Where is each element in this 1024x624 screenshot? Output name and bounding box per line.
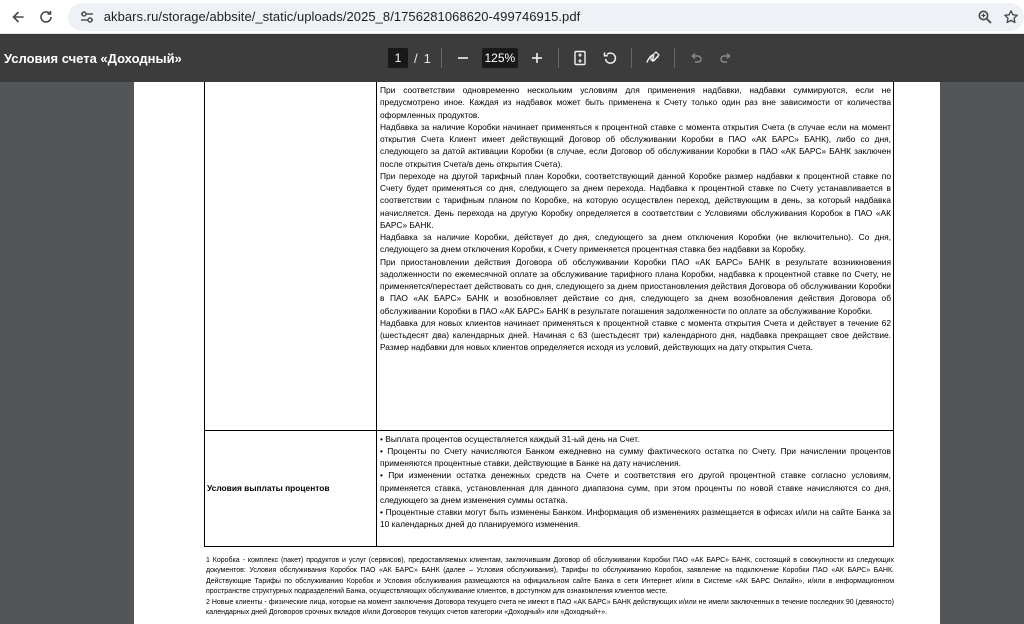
- page-total: 1: [423, 50, 431, 66]
- footnote: 1 Коробка - комплекс (пакет) продуктов и услуг (сервисов), предоставляемых клиентам, заключившим Договор об обслуживании Коробки ПАО «АК БАРС» БАНК, состоящий в совокупности из следующих документов: Условия обслуживания Коробок ПАО «АК БАРС» БАНК (далее – Условия обслуживания), Тарифы по обслуживанию Коробок, заявление на подключение Коробки ПАО «АК БАРС» БАНК. Действующие Тарифы по обслуживанию Коробок и Условия обслуживания размещаются на официальном сайте Банка в сети Интернет и/или в Системе «АК БАРС Онлайн», и/или в информационном пространстве структурных подразделений Банка, осуществляющих обслуживание клиентов, в доступном для ознакомления клиентов месте.: [206, 557, 894, 596]
- paragraph: При переходе на другой тарифный план Коробки, соответствующий данной Коробке размер надбавки к процентной ставке по Счету будет применяться со дня, следующего за днем перехода. Надбавка к процентной ставке по Счету устанавливается в соответствии с тарифным планом по Коробке, на которую осуществлен переход, действующим в день, за который надбавка начисляется. День перехода на другую Коробку определяется в соответствии с Условиями обслуживания Коробок в ПАО «АК БАРС» БАНК.: [380, 170, 891, 230]
- url-text[interactable]: akbars.ru/storage/abbsite/_static/uploads/2025_8/1756281068620-499746915.pdf: [103, 9, 581, 24]
- pen-icon: [645, 50, 661, 66]
- paragraph: Надбавка за наличие Коробки, действует до дня, следующего за днем отключения Коробки (не включительно). Со дня, следующего за днем отключения Коробки, к Счету применяется процентная ставка без надбавки за Коробку.: [380, 232, 891, 255]
- zoom-in-button[interactable]: [526, 47, 548, 69]
- undo-button[interactable]: [685, 47, 707, 69]
- reload-icon: [38, 9, 54, 25]
- list-item: • Процентные ставки могут быть изменены Банком. Информация об изменениях размещается в офисах и/или на сайте Банка за 10 календарных дней до планируемого изменения.: [380, 507, 891, 530]
- table-row: [205, 430, 894, 546]
- minus-icon: [456, 51, 470, 65]
- pdf-viewer[interactable]: [0, 82, 1024, 624]
- zoom-indicator-button[interactable]: [972, 4, 998, 30]
- paragraph: При соответствии одновременно нескольким условиям для применения надбавки, надбавки суммируются, если не предусмотрено иное. Каждая из надбавок может быть применена к Счету только один раз вне зависимости от количества оформленных продуктов.: [380, 85, 891, 120]
- table-row: [205, 82, 894, 430]
- list-item: • Выплата процентов осуществляется каждый 31-ый день на Счет.: [380, 433, 640, 444]
- fit-to-page-button[interactable]: [569, 47, 591, 69]
- redo-button[interactable]: [715, 47, 737, 69]
- fit-page-icon: [573, 50, 587, 66]
- omnibox[interactable]: [68, 3, 1024, 31]
- star-icon: [1003, 9, 1019, 25]
- pdf-page: [134, 82, 940, 624]
- arrow-left-icon: [10, 9, 26, 25]
- rotate-button[interactable]: [599, 47, 621, 69]
- paragraph: При приостановлении действия Договора об обслуживании Коробки ПАО «АК БАРС» БАНК в результате возникновения задолженности по ежемесячной оплате за обслуживание тарифного плана Коробки, надбавка к процентной ставке по Счету, не применяется/перестает действовать со дня, следующего за днем приостановления действия Договора об обслуживании Коробки в ПАО «АК БАРС» БАНК и возобновляет действие со дня, следующего за днем возобновления действия Договора об обслуживании Коробки в ПАО «АК БАРС» БАНК в результате погашения задолженности по оплате за обслуживание Коробки.: [380, 256, 891, 316]
- pdf-toolbar: [0, 34, 1024, 82]
- footnote: 2 Новые клиенты - физические лица, которые на момент заключения Договора текущего счета не имеют в ПАО «АК БАРС» БАНК действующих и/или не имели заключенных в течение последних 90 (девяносто) календарных дней Договоров срочных вкладов и/или Договоров текущих счетов категории «Доходный» или «Доходный+».: [206, 598, 894, 617]
- toolbar-center-controls: [388, 47, 737, 69]
- zoom-level-input[interactable]: 125%: [482, 48, 518, 68]
- site-info-button[interactable]: [76, 6, 98, 28]
- page-number-input[interactable]: 1: [388, 48, 408, 68]
- toolbar-divider: [558, 48, 559, 68]
- list-item: • При изменении остатка денежных средств на Счете и соответствия его другой процентной ставке согласно условиям, применяется ставка, установленная для данного диапазона сумм, при этом проценты по новой ставке начисляются со дня, следующего за днем изменения суммы остатка.: [380, 470, 891, 505]
- paragraph: Надбавка за наличие Коробки начинает применяться к процентной ставке с момента открытия Счета (в случае если на момент открытия Счета Клиент имеет действующий Договор об обслуживании Коробки в ПАО «АК БАРС» БАНК), либо со дня, следующего за датой активации Коробки (в случае, если Договор об обслуживании Коробки в ПАО «АК БАРС» БАНК заключен после открытия Счета/в день открытия Счета).: [380, 121, 891, 169]
- toolbar-divider: [631, 48, 632, 68]
- browser-address-bar: [0, 0, 1024, 34]
- table-cell-content: [377, 430, 894, 546]
- annotate-button[interactable]: [642, 47, 664, 69]
- paragraph: Надбавка для новых клиентов начинает применяться к процентной ставке с момента открытия Счета и действует в течение 62 (шестьдесят два) календарных дней. Начиная с 63 (шестьдесят три) календарного дня, надбавка прекращает свое действие. Размер надбавки для новых клиентов определяется исходя из условий, действующих на дату открытия Счета.: [380, 317, 891, 353]
- footnotes: [206, 556, 894, 618]
- toolbar-divider: [674, 48, 675, 68]
- table-cell-label: Условия выплаты процентов: [205, 430, 377, 546]
- back-button[interactable]: [4, 3, 32, 31]
- conditions-table: [204, 82, 894, 547]
- toolbar-divider: [441, 48, 442, 68]
- table-cell-label: [205, 82, 377, 430]
- magnifier-icon: [977, 9, 993, 25]
- tune-icon: [79, 9, 95, 25]
- zoom-out-button[interactable]: [452, 47, 474, 69]
- plus-icon: [530, 51, 544, 65]
- bookmark-button[interactable]: [998, 4, 1024, 30]
- page-separator: /: [414, 50, 418, 66]
- table-cell-content: [377, 82, 894, 430]
- rotate-icon: [602, 50, 618, 66]
- undo-icon: [689, 51, 703, 65]
- document-title: Условия счета «Доходный»: [4, 51, 182, 66]
- redo-icon: [719, 51, 733, 65]
- list-item: • Проценты по Счету начисляются Банком ежедневно на сумму фактического остатка по Счету. При начислении процентов применяются процентные ставки, действующие в Банке на дату начисления.: [380, 445, 891, 468]
- reload-button[interactable]: [32, 3, 60, 31]
